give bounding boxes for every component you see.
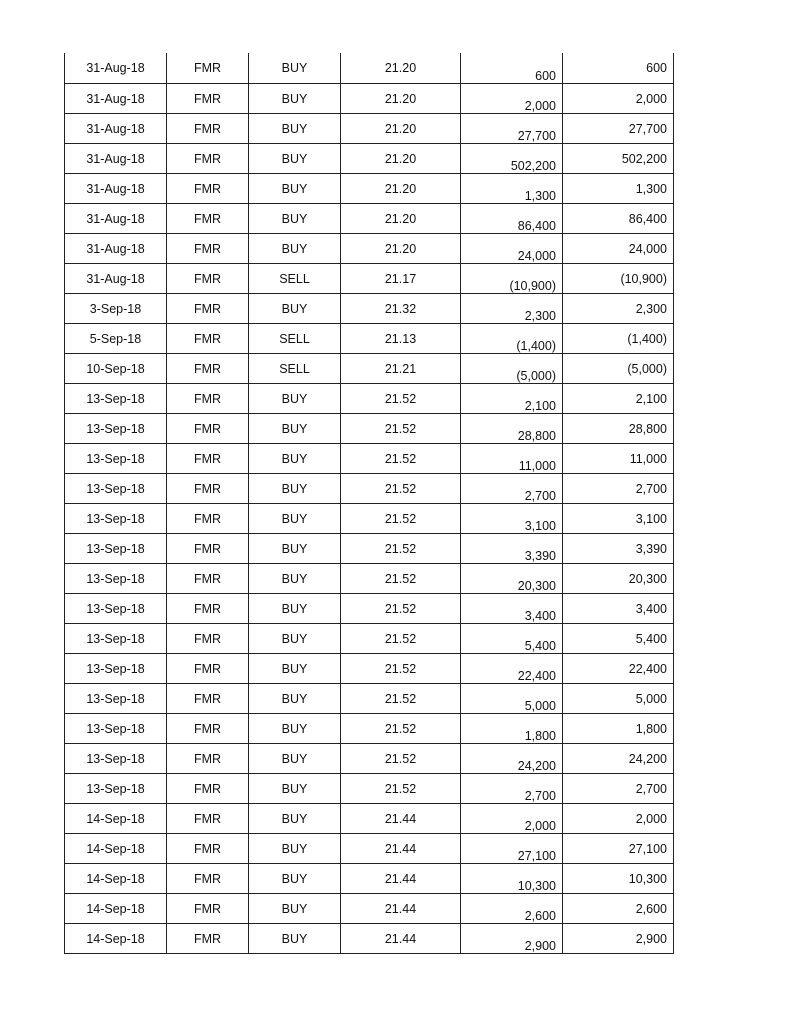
cell-price: 21.52 [341,383,461,413]
cell-quantity: 24,200 [461,743,563,773]
cell-net-quantity: 600 [563,53,674,83]
cell-net-quantity: 27,100 [563,833,674,863]
table-row [65,83,674,113]
table-row [65,713,674,743]
cell-net-quantity: 86,400 [563,203,674,233]
cell-price: 21.52 [341,473,461,503]
cell-quantity: 2,100 [461,383,563,413]
cell-date: 14-Sep-18 [65,893,167,923]
cell-date: 5-Sep-18 [65,323,167,353]
cell-date: 13-Sep-18 [65,473,167,503]
cell-action: BUY [249,533,341,563]
cell-date: 13-Sep-18 [65,743,167,773]
cell-price: 21.20 [341,53,461,83]
cell-quantity: (10,900) [461,263,563,293]
cell-price: 21.52 [341,533,461,563]
table-row [65,593,674,623]
cell-action: BUY [249,773,341,803]
cell-action: BUY [249,623,341,653]
cell-action: BUY [249,83,341,113]
table-row [65,203,674,233]
transactions-table [64,53,674,954]
cell-date: 31-Aug-18 [65,113,167,143]
cell-quantity: 3,390 [461,533,563,563]
cell-net-quantity: 24,000 [563,233,674,263]
cell-action: BUY [249,113,341,143]
cell-price: 21.52 [341,563,461,593]
cell-action: BUY [249,143,341,173]
cell-entity: FMR [167,353,249,383]
cell-entity: FMR [167,713,249,743]
table-row [65,53,674,83]
cell-action: BUY [249,833,341,863]
cell-price: 21.21 [341,353,461,383]
cell-quantity: (5,000) [461,353,563,383]
cell-action: BUY [249,413,341,443]
cell-date: 31-Aug-18 [65,263,167,293]
cell-date: 13-Sep-18 [65,773,167,803]
table-row [65,683,674,713]
table-row [65,623,674,653]
cell-date: 14-Sep-18 [65,863,167,893]
cell-entity: FMR [167,923,249,953]
cell-action: SELL [249,263,341,293]
table-row [65,413,674,443]
cell-entity: FMR [167,623,249,653]
table-row [65,143,674,173]
cell-entity: FMR [167,143,249,173]
cell-net-quantity: 2,700 [563,773,674,803]
cell-price: 21.20 [341,83,461,113]
cell-date: 10-Sep-18 [65,353,167,383]
cell-entity: FMR [167,683,249,713]
cell-action: BUY [249,893,341,923]
cell-net-quantity: 5,400 [563,623,674,653]
cell-action: BUY [249,383,341,413]
cell-entity: FMR [167,593,249,623]
cell-quantity: 3,400 [461,593,563,623]
cell-date: 14-Sep-18 [65,923,167,953]
table-row [65,323,674,353]
cell-entity: FMR [167,233,249,263]
cell-quantity: 2,000 [461,83,563,113]
table-row [65,443,674,473]
table-row [65,743,674,773]
cell-date: 13-Sep-18 [65,593,167,623]
cell-price: 21.20 [341,203,461,233]
cell-net-quantity: (10,900) [563,263,674,293]
cell-date: 31-Aug-18 [65,143,167,173]
table-row [65,233,674,263]
cell-price: 21.32 [341,293,461,323]
cell-quantity: 5,000 [461,683,563,713]
table-row [65,293,674,323]
cell-quantity: 27,700 [461,113,563,143]
cell-price: 21.20 [341,113,461,143]
table-row [65,893,674,923]
cell-date: 14-Sep-18 [65,803,167,833]
cell-price: 21.44 [341,803,461,833]
cell-net-quantity: 2,000 [563,803,674,833]
cell-net-quantity: 24,200 [563,743,674,773]
cell-date: 13-Sep-18 [65,653,167,683]
cell-quantity: 3,100 [461,503,563,533]
cell-price: 21.52 [341,713,461,743]
cell-quantity: 2,300 [461,293,563,323]
cell-net-quantity: 1,800 [563,713,674,743]
cell-quantity: 2,600 [461,893,563,923]
cell-entity: FMR [167,563,249,593]
cell-date: 13-Sep-18 [65,563,167,593]
cell-quantity: 600 [461,53,563,83]
cell-price: 21.52 [341,503,461,533]
cell-price: 21.52 [341,653,461,683]
cell-quantity: 1,300 [461,173,563,203]
cell-price: 21.20 [341,143,461,173]
cell-entity: FMR [167,323,249,353]
cell-action: BUY [249,173,341,203]
cell-entity: FMR [167,203,249,233]
cell-price: 21.52 [341,443,461,473]
cell-price: 21.44 [341,863,461,893]
cell-action: BUY [249,293,341,323]
table-row [65,473,674,503]
cell-entity: FMR [167,533,249,563]
cell-action: BUY [249,653,341,683]
cell-quantity: 5,400 [461,623,563,653]
cell-entity: FMR [167,413,249,443]
cell-action: BUY [249,743,341,773]
table-row [65,353,674,383]
cell-net-quantity: 2,000 [563,83,674,113]
cell-action: BUY [249,923,341,953]
cell-quantity: 10,300 [461,863,563,893]
cell-price: 21.44 [341,833,461,863]
cell-action: BUY [249,863,341,893]
cell-entity: FMR [167,443,249,473]
cell-entity: FMR [167,653,249,683]
cell-date: 31-Aug-18 [65,53,167,83]
cell-entity: FMR [167,773,249,803]
table-row [65,863,674,893]
cell-net-quantity: 2,900 [563,923,674,953]
cell-quantity: 2,700 [461,773,563,803]
cell-price: 21.20 [341,233,461,263]
cell-date: 13-Sep-18 [65,443,167,473]
cell-entity: FMR [167,53,249,83]
cell-date: 13-Sep-18 [65,533,167,563]
cell-net-quantity: 1,300 [563,173,674,203]
cell-entity: FMR [167,863,249,893]
cell-quantity: 22,400 [461,653,563,683]
cell-net-quantity: 22,400 [563,653,674,683]
transactions-table-body [65,53,674,953]
cell-date: 31-Aug-18 [65,83,167,113]
table-row [65,503,674,533]
cell-action: BUY [249,503,341,533]
cell-entity: FMR [167,113,249,143]
cell-price: 21.52 [341,743,461,773]
cell-date: 13-Sep-18 [65,623,167,653]
table-row [65,923,674,953]
cell-action: SELL [249,323,341,353]
cell-net-quantity: (1,400) [563,323,674,353]
cell-net-quantity: 2,100 [563,383,674,413]
table-row [65,563,674,593]
cell-action: BUY [249,713,341,743]
cell-net-quantity: 11,000 [563,443,674,473]
cell-price: 21.52 [341,623,461,653]
cell-action: BUY [249,683,341,713]
table-row [65,383,674,413]
cell-quantity: (1,400) [461,323,563,353]
cell-quantity: 2,700 [461,473,563,503]
cell-quantity: 27,100 [461,833,563,863]
cell-net-quantity: 2,700 [563,473,674,503]
cell-entity: FMR [167,383,249,413]
table-row [65,113,674,143]
cell-date: 13-Sep-18 [65,383,167,413]
cell-net-quantity: 2,300 [563,293,674,323]
cell-net-quantity: 28,800 [563,413,674,443]
cell-net-quantity: 2,600 [563,893,674,923]
cell-price: 21.13 [341,323,461,353]
cell-net-quantity: 3,100 [563,503,674,533]
cell-net-quantity: 3,390 [563,533,674,563]
cell-price: 21.52 [341,683,461,713]
cell-quantity: 2,900 [461,923,563,953]
cell-quantity: 20,300 [461,563,563,593]
cell-date: 3-Sep-18 [65,293,167,323]
cell-net-quantity: 5,000 [563,683,674,713]
cell-entity: FMR [167,803,249,833]
cell-action: BUY [249,563,341,593]
cell-net-quantity: (5,000) [563,353,674,383]
table-row [65,803,674,833]
cell-entity: FMR [167,263,249,293]
cell-price: 21.44 [341,923,461,953]
cell-net-quantity: 27,700 [563,113,674,143]
cell-entity: FMR [167,473,249,503]
table-row [65,833,674,863]
cell-price: 21.17 [341,263,461,293]
cell-action: BUY [249,443,341,473]
cell-net-quantity: 3,400 [563,593,674,623]
cell-action: BUY [249,593,341,623]
cell-action: BUY [249,233,341,263]
cell-entity: FMR [167,743,249,773]
cell-quantity: 2,000 [461,803,563,833]
cell-net-quantity: 10,300 [563,863,674,893]
cell-action: BUY [249,203,341,233]
cell-date: 13-Sep-18 [65,413,167,443]
table-row [65,773,674,803]
cell-entity: FMR [167,893,249,923]
cell-action: BUY [249,53,341,83]
cell-price: 21.52 [341,773,461,803]
cell-net-quantity: 502,200 [563,143,674,173]
cell-quantity: 502,200 [461,143,563,173]
cell-date: 14-Sep-18 [65,833,167,863]
cell-date: 13-Sep-18 [65,683,167,713]
cell-date: 13-Sep-18 [65,503,167,533]
cell-quantity: 86,400 [461,203,563,233]
cell-entity: FMR [167,833,249,863]
cell-price: 21.52 [341,593,461,623]
cell-action: BUY [249,473,341,503]
table-row [65,173,674,203]
cell-entity: FMR [167,293,249,323]
table-row [65,263,674,293]
cell-date: 31-Aug-18 [65,233,167,263]
cell-price: 21.52 [341,413,461,443]
cell-date: 13-Sep-18 [65,713,167,743]
table-row [65,653,674,683]
cell-price: 21.20 [341,173,461,203]
cell-quantity: 24,000 [461,233,563,263]
cell-entity: FMR [167,173,249,203]
cell-action: BUY [249,803,341,833]
cell-entity: FMR [167,83,249,113]
cell-date: 31-Aug-18 [65,173,167,203]
cell-quantity: 1,800 [461,713,563,743]
cell-price: 21.44 [341,893,461,923]
cell-date: 31-Aug-18 [65,203,167,233]
cell-action: SELL [249,353,341,383]
cell-quantity: 28,800 [461,413,563,443]
cell-quantity: 11,000 [461,443,563,473]
cell-net-quantity: 20,300 [563,563,674,593]
table-row [65,533,674,563]
cell-entity: FMR [167,503,249,533]
